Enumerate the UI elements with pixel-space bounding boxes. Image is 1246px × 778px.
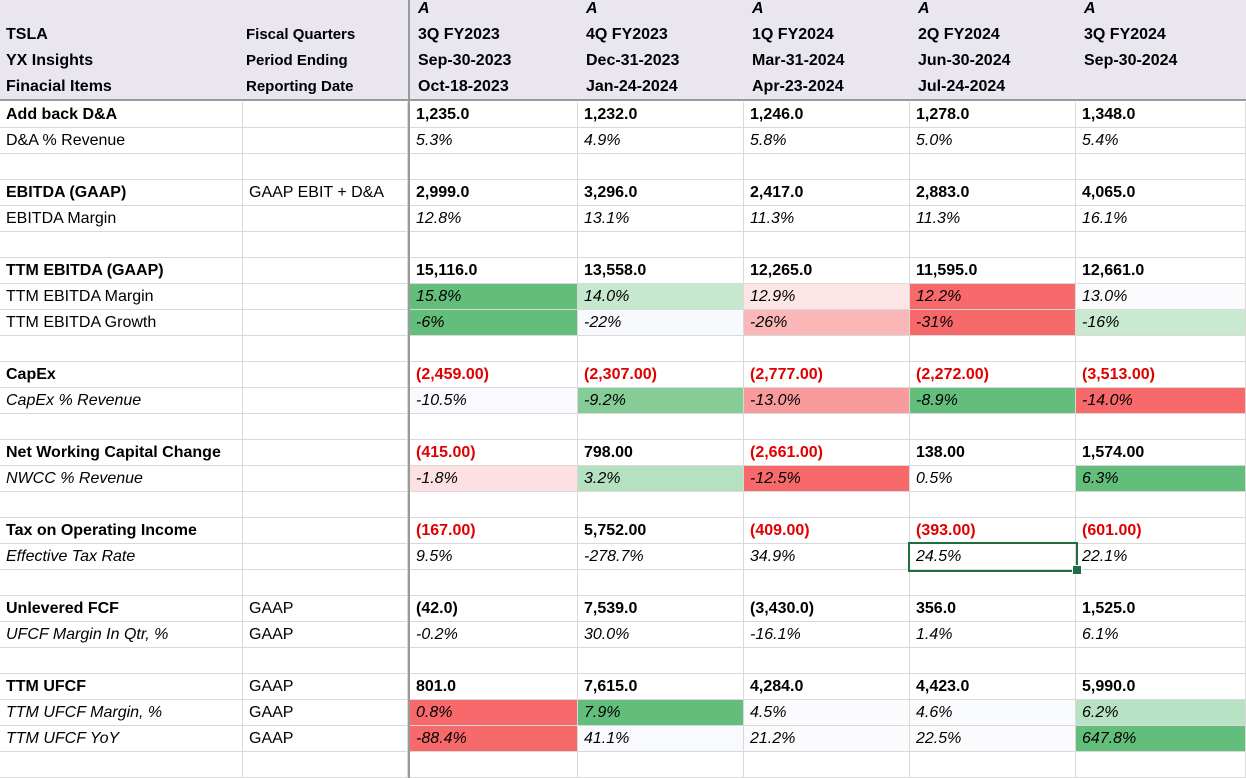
value-cell[interactable]: 13,558.0 — [578, 258, 744, 284]
value-cell[interactable]: -13.0% — [744, 388, 910, 414]
value-cell[interactable]: 16.1% — [1076, 206, 1246, 232]
table-row — [0, 180, 1246, 206]
value-cell[interactable]: 4,284.0 — [744, 674, 910, 700]
value-cell[interactable]: 21.2% — [744, 726, 910, 752]
value-cell[interactable]: 4,423.0 — [910, 674, 1076, 700]
row-label[interactable]: TTM EBITDA Growth — [0, 310, 243, 336]
value-cell[interactable]: -31% — [910, 310, 1076, 336]
row-note[interactable] — [243, 284, 408, 310]
value-cell[interactable]: (415.00) — [410, 440, 578, 466]
value-cell[interactable]: (3,430.0) — [744, 596, 910, 622]
value-cell[interactable] — [578, 648, 744, 674]
quarter-period-end[interactable]: Dec-31-2023 — [586, 52, 680, 69]
value-cell[interactable]: -278.7% — [578, 544, 744, 570]
value-cell[interactable] — [410, 154, 578, 180]
row-note[interactable] — [243, 570, 408, 596]
row-label[interactable] — [0, 154, 243, 180]
value-cell[interactable]: 1,348.0 — [1076, 102, 1246, 128]
value-cell[interactable]: 15,116.0 — [410, 258, 578, 284]
row-note[interactable] — [243, 206, 408, 232]
value-cell[interactable] — [744, 414, 910, 440]
table-row — [0, 622, 1246, 648]
value-cell[interactable] — [1076, 570, 1246, 596]
row-note[interactable] — [243, 544, 408, 570]
value-cell[interactable]: 7.9% — [578, 700, 744, 726]
value-cell[interactable] — [1076, 232, 1246, 258]
table-row — [0, 596, 1246, 622]
value-cell[interactable] — [578, 336, 744, 362]
value-cell[interactable]: (2,661.00) — [744, 440, 910, 466]
value-cell[interactable]: 11,595.0 — [910, 258, 1076, 284]
value-cell[interactable] — [410, 492, 578, 518]
value-cell[interactable]: 1,246.0 — [744, 102, 910, 128]
value-cell[interactable] — [910, 232, 1076, 258]
value-cell[interactable]: 6.1% — [1076, 622, 1246, 648]
value-cell[interactable] — [1076, 336, 1246, 362]
row-label[interactable]: Net Working Capital Change — [0, 440, 243, 466]
value-cell[interactable] — [744, 232, 910, 258]
row-note[interactable] — [243, 310, 408, 336]
value-cell[interactable]: -1.8% — [410, 466, 578, 492]
value-cell[interactable] — [910, 154, 1076, 180]
table-row — [0, 752, 1246, 778]
quarter-report-date[interactable]: Oct-18-2023 — [418, 78, 509, 95]
row-note[interactable] — [243, 258, 408, 284]
header-divider — [0, 99, 1246, 101]
value-cell[interactable] — [578, 232, 744, 258]
quarter-report-date[interactable]: Jul-24-2024 — [918, 78, 1006, 95]
row-label[interactable]: EBITDA Margin — [0, 206, 243, 232]
value-cell[interactable] — [410, 336, 578, 362]
fill-handle[interactable] — [1072, 565, 1082, 575]
row-label[interactable]: TTM UFCF YoY — [0, 726, 243, 752]
value-cell[interactable]: -0.2% — [410, 622, 578, 648]
value-cell[interactable]: 4.6% — [910, 700, 1076, 726]
value-cell[interactable]: 12,661.0 — [1076, 258, 1246, 284]
quarter-name[interactable]: 3Q FY2024 — [1084, 26, 1166, 43]
row-note[interactable]: GAAP — [243, 622, 408, 648]
value-cell[interactable]: 1,235.0 — [410, 102, 578, 128]
value-cell[interactable]: -26% — [744, 310, 910, 336]
value-cell[interactable]: 7,539.0 — [578, 596, 744, 622]
row-note[interactable] — [243, 154, 408, 180]
table-row — [0, 128, 1246, 154]
quarter-name[interactable]: 3Q FY2023 — [418, 26, 500, 43]
value-cell[interactable]: 9.5% — [410, 544, 578, 570]
quarter-report-date[interactable]: Apr-23-2024 — [752, 78, 844, 95]
row-label[interactable]: Add back D&A — [0, 102, 243, 128]
row-label[interactable]: UFCF Margin In Qtr, % — [0, 622, 243, 648]
row-note[interactable] — [243, 128, 408, 154]
quarter-name[interactable]: 2Q FY2024 — [918, 26, 1000, 43]
quarter-report-date[interactable]: Jan-24-2024 — [586, 78, 678, 95]
value-cell[interactable]: 1,525.0 — [1076, 596, 1246, 622]
row-note[interactable] — [243, 232, 408, 258]
row-label[interactable]: Unlevered FCF — [0, 596, 243, 622]
value-cell[interactable]: 5.8% — [744, 128, 910, 154]
value-cell[interactable]: 5,990.0 — [1076, 674, 1246, 700]
table-row — [0, 258, 1246, 284]
value-cell[interactable] — [910, 492, 1076, 518]
value-cell[interactable]: 15.8% — [410, 284, 578, 310]
column-divider — [408, 0, 410, 778]
table-row — [0, 674, 1246, 700]
quarter-period-end[interactable]: Sep-30-2023 — [418, 52, 512, 69]
value-cell[interactable]: 41.1% — [578, 726, 744, 752]
row-label[interactable] — [0, 414, 243, 440]
value-cell[interactable] — [910, 570, 1076, 596]
table-row — [0, 102, 1246, 128]
row-note[interactable]: GAAP — [243, 726, 408, 752]
value-cell[interactable]: 12.2% — [910, 284, 1076, 310]
row-label[interactable]: NWCC % Revenue — [0, 466, 243, 492]
value-cell[interactable] — [578, 570, 744, 596]
value-cell[interactable]: 14.0% — [578, 284, 744, 310]
value-cell[interactable]: (2,777.00) — [744, 362, 910, 388]
value-cell[interactable]: (2,272.00) — [910, 362, 1076, 388]
row-note[interactable] — [243, 466, 408, 492]
row-note[interactable]: GAAP — [243, 596, 408, 622]
row-label[interactable] — [0, 570, 243, 596]
row-label[interactable]: TTM UFCF Margin, % — [0, 700, 243, 726]
value-cell[interactable]: -88.4% — [410, 726, 578, 752]
quarter-period-end[interactable]: Mar-31-2024 — [752, 52, 845, 69]
fiscal-quarters-label[interactable]: Fiscal Quarters — [246, 26, 356, 43]
value-cell[interactable]: 22.1% — [1076, 544, 1246, 570]
value-cell[interactable]: 1,574.00 — [1076, 440, 1246, 466]
table-row — [0, 570, 1246, 596]
value-cell[interactable]: 12.9% — [744, 284, 910, 310]
value-cell[interactable] — [744, 752, 910, 778]
value-cell[interactable]: 6.3% — [1076, 466, 1246, 492]
value-cell[interactable] — [410, 570, 578, 596]
value-cell[interactable]: -22% — [578, 310, 744, 336]
value-cell[interactable]: 5.3% — [410, 128, 578, 154]
table-row — [0, 414, 1246, 440]
selected-cell[interactable] — [908, 542, 1078, 572]
value-cell[interactable] — [744, 492, 910, 518]
row-note[interactable] — [243, 440, 408, 466]
row-note[interactable] — [243, 518, 408, 544]
value-cell[interactable]: (393.00) — [910, 518, 1076, 544]
value-cell[interactable] — [410, 232, 578, 258]
table-row — [0, 466, 1246, 492]
table-row — [0, 700, 1246, 726]
value-cell[interactable]: (409.00) — [744, 518, 910, 544]
value-cell[interactable]: -9.2% — [578, 388, 744, 414]
value-cell[interactable]: 2,417.0 — [744, 180, 910, 206]
quarter-name[interactable]: 4Q FY2023 — [586, 26, 668, 43]
table-row — [0, 726, 1246, 752]
value-cell[interactable]: 798.00 — [578, 440, 744, 466]
value-cell[interactable] — [910, 336, 1076, 362]
table-row — [0, 440, 1246, 466]
value-cell[interactable]: -16.1% — [744, 622, 910, 648]
value-cell[interactable]: 1,232.0 — [578, 102, 744, 128]
row-note[interactable] — [243, 492, 408, 518]
value-cell[interactable] — [744, 648, 910, 674]
value-cell[interactable]: 13.1% — [578, 206, 744, 232]
value-cell[interactable]: -14.0% — [1076, 388, 1246, 414]
row-note[interactable]: GAAP EBIT + D&A — [243, 180, 408, 206]
value-cell[interactable] — [410, 648, 578, 674]
value-cell[interactable]: 356.0 — [910, 596, 1076, 622]
value-cell[interactable] — [910, 648, 1076, 674]
period-ending-label[interactable]: Period Ending — [246, 52, 348, 69]
value-cell[interactable]: 6.2% — [1076, 700, 1246, 726]
value-cell[interactable]: 647.8% — [1076, 726, 1246, 752]
value-cell[interactable]: 0.8% — [410, 700, 578, 726]
value-cell[interactable] — [578, 492, 744, 518]
quarter-period-end[interactable]: Jun-30-2024 — [918, 52, 1011, 69]
value-cell[interactable] — [910, 414, 1076, 440]
value-cell[interactable] — [1076, 414, 1246, 440]
row-label[interactable]: TTM EBITDA (GAAP) — [0, 258, 243, 284]
value-cell[interactable]: 30.0% — [578, 622, 744, 648]
value-cell[interactable]: 5,752.00 — [578, 518, 744, 544]
row-label[interactable] — [0, 232, 243, 258]
quarter-period-end[interactable]: Sep-30-2024 — [1084, 52, 1178, 69]
table-row — [0, 310, 1246, 336]
quarter-flag[interactable]: A — [586, 0, 598, 17]
row-note[interactable] — [243, 362, 408, 388]
value-cell[interactable]: (2,307.00) — [578, 362, 744, 388]
row-note[interactable] — [243, 752, 408, 778]
table-row — [0, 648, 1246, 674]
row-note[interactable] — [243, 388, 408, 414]
value-cell[interactable]: 4.5% — [744, 700, 910, 726]
value-cell[interactable] — [910, 752, 1076, 778]
row-note[interactable]: GAAP — [243, 674, 408, 700]
row-label[interactable]: EBITDA (GAAP) — [0, 180, 243, 206]
value-cell[interactable] — [1076, 154, 1246, 180]
quarter-flag[interactable]: A — [1084, 0, 1096, 17]
row-note[interactable] — [243, 336, 408, 362]
table-row — [0, 388, 1246, 414]
value-cell[interactable]: -12.5% — [744, 466, 910, 492]
row-label[interactable]: Tax on Operating Income — [0, 518, 243, 544]
value-cell[interactable] — [744, 336, 910, 362]
value-cell[interactable]: 3,296.0 — [578, 180, 744, 206]
value-cell[interactable] — [410, 414, 578, 440]
value-cell[interactable]: (601.00) — [1076, 518, 1246, 544]
row-label[interactable] — [0, 336, 243, 362]
value-cell[interactable] — [578, 414, 744, 440]
value-cell[interactable]: (3,513.00) — [1076, 362, 1246, 388]
value-cell[interactable] — [744, 154, 910, 180]
value-cell[interactable]: (2,459.00) — [410, 362, 578, 388]
row-label[interactable] — [0, 492, 243, 518]
table-row — [0, 284, 1246, 310]
value-cell[interactable]: 0.5% — [910, 466, 1076, 492]
quarter-flag[interactable]: A — [752, 0, 764, 17]
value-cell[interactable]: 4.9% — [578, 128, 744, 154]
value-cell[interactable]: (42.0) — [410, 596, 578, 622]
value-cell[interactable]: 1,278.0 — [910, 102, 1076, 128]
row-label[interactable]: TTM EBITDA Margin — [0, 284, 243, 310]
value-cell[interactable]: -10.5% — [410, 388, 578, 414]
value-cell[interactable]: 12.8% — [410, 206, 578, 232]
value-cell[interactable]: 24.5% — [910, 544, 1076, 570]
value-cell[interactable] — [744, 570, 910, 596]
value-cell[interactable]: 7,615.0 — [578, 674, 744, 700]
value-cell[interactable]: 13.0% — [1076, 284, 1246, 310]
value-cell[interactable]: (167.00) — [410, 518, 578, 544]
value-cell[interactable]: 34.9% — [744, 544, 910, 570]
value-cell[interactable]: 4,065.0 — [1076, 180, 1246, 206]
value-cell[interactable]: 2,883.0 — [910, 180, 1076, 206]
row-label[interactable]: CapEx % Revenue — [0, 388, 243, 414]
value-cell[interactable]: 11.3% — [910, 206, 1076, 232]
value-cell[interactable]: 3.2% — [578, 466, 744, 492]
quarter-name[interactable]: 1Q FY2024 — [752, 26, 834, 43]
ticker-label[interactable]: TSLA — [6, 26, 48, 43]
row-label[interactable]: Effective Tax Rate — [0, 544, 243, 570]
row-label[interactable] — [0, 752, 243, 778]
value-cell[interactable] — [1076, 648, 1246, 674]
reporting-date-label[interactable]: Reporting Date — [246, 78, 354, 95]
items-header[interactable]: Finacial Items — [6, 78, 112, 95]
table-row — [0, 336, 1246, 362]
value-cell[interactable]: 2,999.0 — [410, 180, 578, 206]
value-cell[interactable]: 5.4% — [1076, 128, 1246, 154]
value-cell[interactable]: 5.0% — [910, 128, 1076, 154]
value-cell[interactable]: 12,265.0 — [744, 258, 910, 284]
table-row — [0, 362, 1246, 388]
value-cell[interactable]: 1.4% — [910, 622, 1076, 648]
quarter-flag[interactable]: A — [918, 0, 930, 17]
value-cell[interactable]: -8.9% — [910, 388, 1076, 414]
row-note[interactable] — [243, 102, 408, 128]
value-cell[interactable] — [578, 752, 744, 778]
row-label[interactable]: D&A % Revenue — [0, 128, 243, 154]
value-cell[interactable]: -16% — [1076, 310, 1246, 336]
value-cell[interactable]: 801.0 — [410, 674, 578, 700]
table-row — [0, 206, 1246, 232]
value-cell[interactable]: -6% — [410, 310, 578, 336]
row-label[interactable] — [0, 648, 243, 674]
row-note[interactable] — [243, 414, 408, 440]
row-note[interactable]: GAAP — [243, 700, 408, 726]
value-cell[interactable] — [410, 752, 578, 778]
row-label[interactable]: CapEx — [0, 362, 243, 388]
table-row — [0, 492, 1246, 518]
table-row — [0, 154, 1246, 180]
value-cell[interactable] — [1076, 752, 1246, 778]
value-cell[interactable]: 22.5% — [910, 726, 1076, 752]
table-row — [0, 232, 1246, 258]
source-label[interactable]: YX Insights — [6, 52, 94, 69]
value-cell[interactable] — [1076, 492, 1246, 518]
value-cell[interactable]: 138.00 — [910, 440, 1076, 466]
row-note[interactable] — [243, 648, 408, 674]
header-band — [0, 0, 1246, 100]
quarter-flag[interactable]: A — [418, 0, 430, 17]
value-cell[interactable] — [578, 154, 744, 180]
row-label[interactable]: TTM UFCF — [0, 674, 243, 700]
table-row — [0, 518, 1246, 544]
value-cell[interactable]: 11.3% — [744, 206, 910, 232]
